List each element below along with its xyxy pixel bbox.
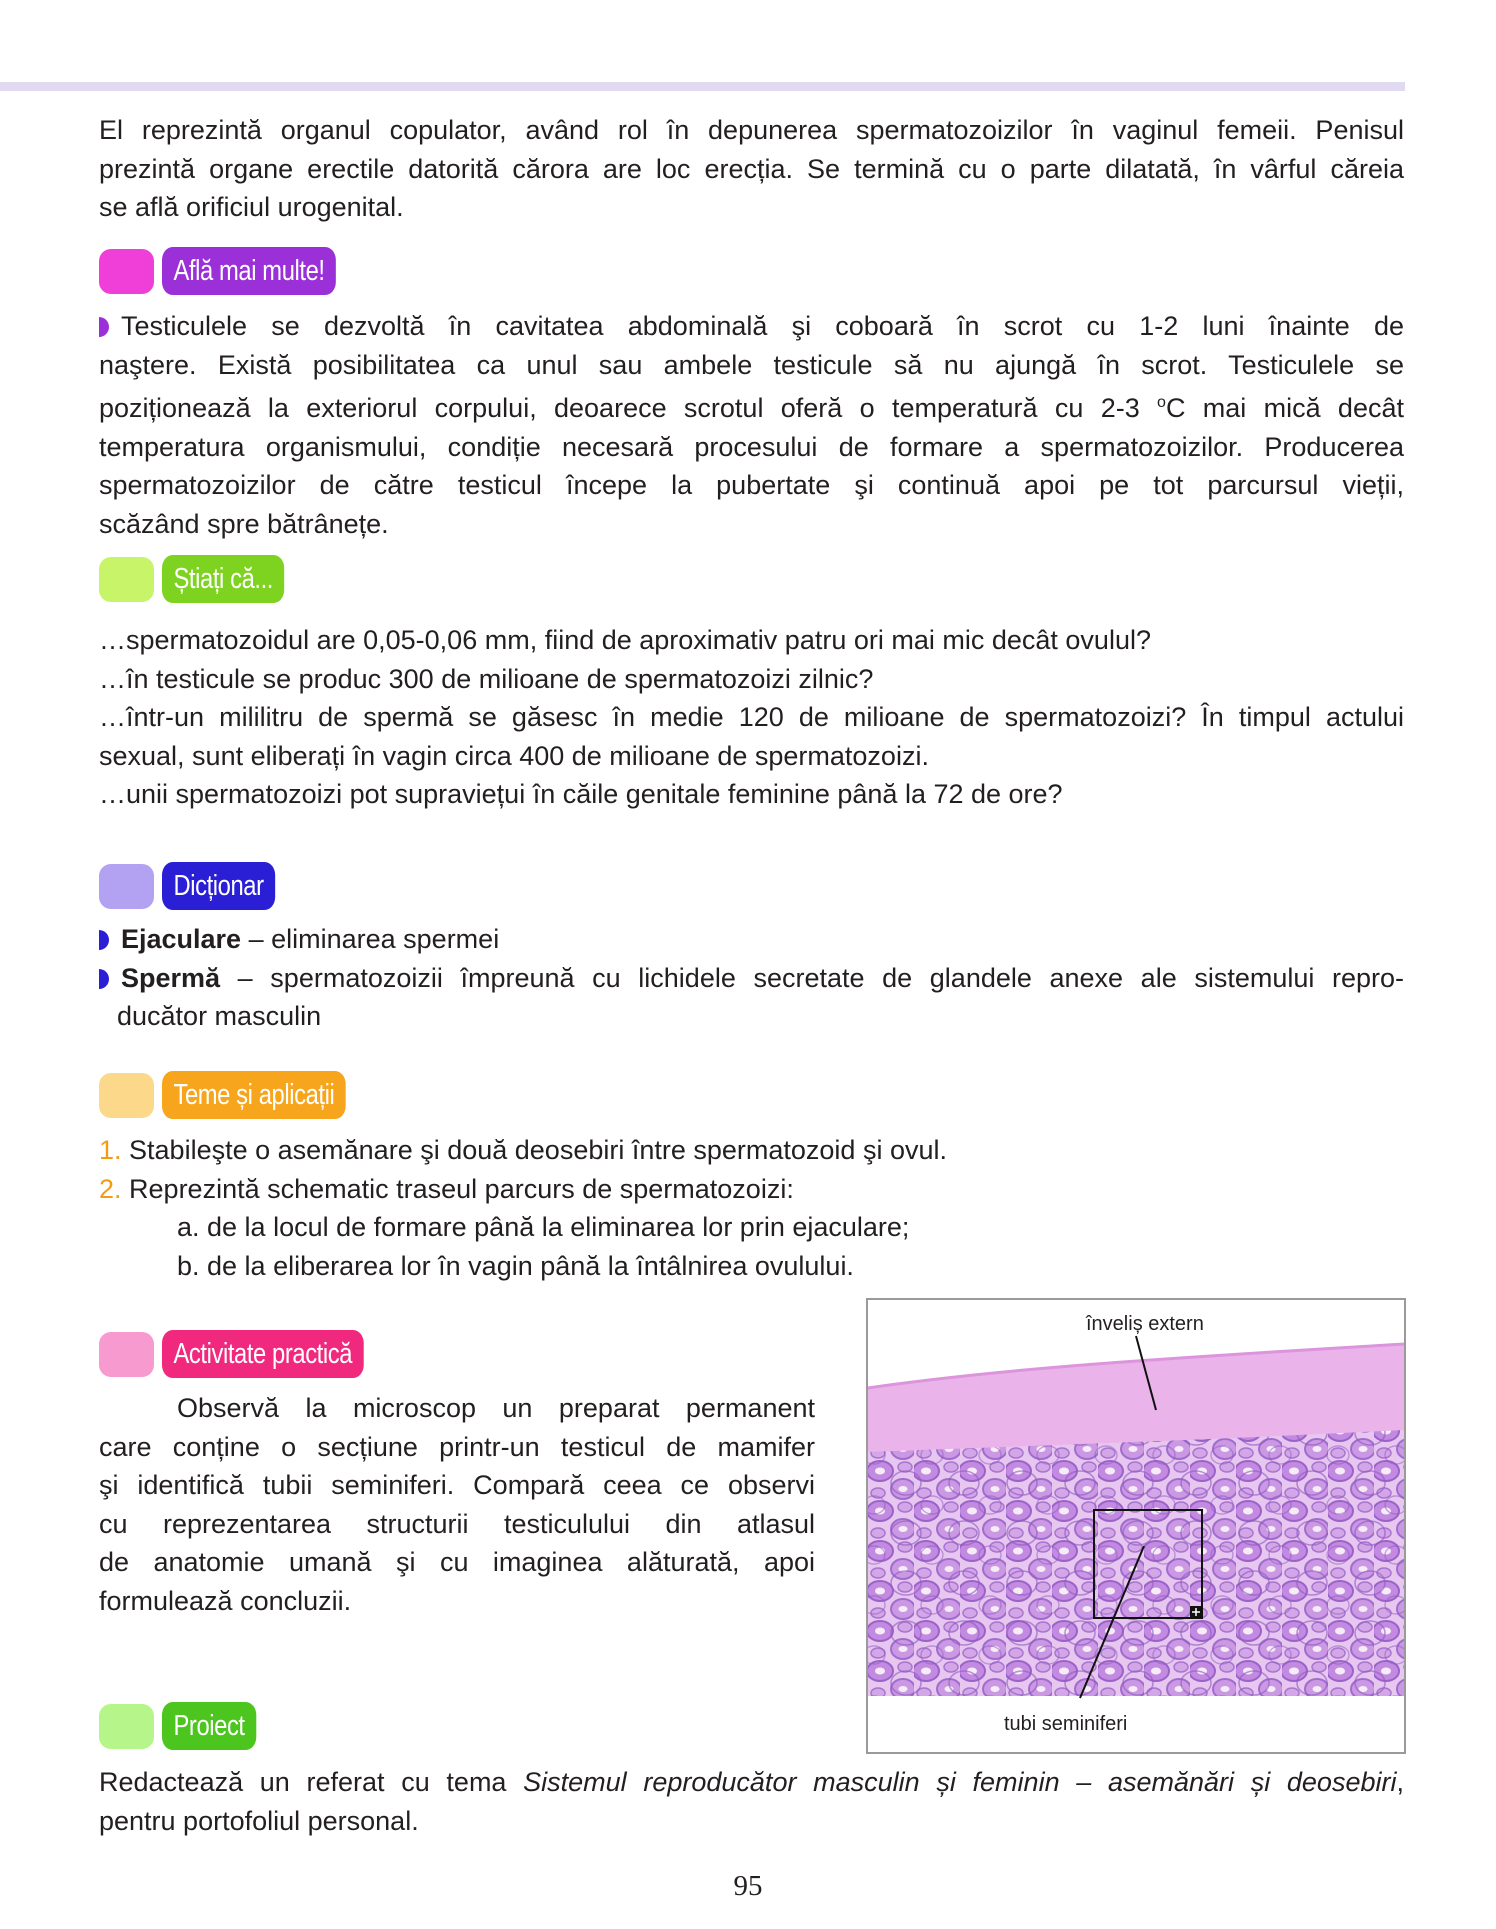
dictionar-title: Dicționar <box>162 862 275 910</box>
teme-item <box>99 1170 1404 1209</box>
dictionar-entry <box>99 959 1404 998</box>
stiati-line: …într-un mililitru de spermă se găsesc în medie 120 de milioane de spermatozoizi? În timpul actului <box>99 702 1404 732</box>
proiect-line: pentru portofoliul personal. <box>99 1805 419 1836</box>
dictionar-list <box>99 920 1404 1036</box>
proiect-text: Redactează un referat cu tema <box>99 1767 524 1797</box>
degree-symbol: o <box>1157 394 1166 411</box>
item-number: 1. <box>99 1135 122 1165</box>
activitate-paragraph <box>99 1389 815 1620</box>
teme-list <box>99 1131 1404 1285</box>
afla-line: scăzând spre bătrânețe. <box>99 508 389 539</box>
stiati-line: …în testicule se produc 300 de milioane de spermatozoizi zilnic? <box>99 663 874 694</box>
item-text: Stabileşte o asemănare şi două deosebiri între spermatozoid şi ovul. <box>121 1135 947 1165</box>
activitate-line: formulează concluzii. <box>99 1585 352 1616</box>
activitate-line: Observă la microscop un preparat permanent <box>177 1393 815 1423</box>
proiect-paragraph <box>99 1763 1404 1840</box>
activitate-line: care conține o secțiune printr-un testicul de mamifer <box>99 1431 815 1462</box>
dictionar-term: Ejaculare <box>121 924 242 954</box>
item-text: Reprezintă schematic traseul parcurs de spermatozoizi: <box>121 1173 794 1204</box>
dictionar-entry <box>99 920 1404 959</box>
item-number: 2. <box>99 1173 122 1204</box>
afla-paragraph <box>99 307 1404 543</box>
dictionar-continuation: ducător masculin <box>117 1001 322 1031</box>
proiect-topic: Sistemul reproducător masculin și feminin – asemănări și deosebiri <box>523 1767 1397 1797</box>
intro-line: El reprezintă organul copulator, având rol în depunerea spermatozoizilor în vaginul femeii. Penisul <box>99 115 1404 145</box>
dictionar-definition: – eliminarea spermei <box>241 924 500 954</box>
proiect-title: Proiect <box>162 1702 256 1750</box>
activitate-line: cu reprezentarea structurii testiculului din atlasul <box>99 1508 815 1539</box>
afla-line: naştere. Există posibilitatea ca unul sau ambele testicule să nu ajungă în scrot. Testiculele se <box>99 349 1404 380</box>
bullet-icon <box>99 969 109 989</box>
proiect-text: , <box>1396 1767 1404 1797</box>
stiati-line: …spermatozoidul are 0,05-0,06 mm, fiind de aproximativ patru ori mai mic decât ovulul? <box>99 625 1151 655</box>
intro-paragraph <box>99 111 1404 227</box>
teme-title: Teme și aplicații <box>162 1071 346 1119</box>
bullet-icon <box>99 930 109 950</box>
microscope-figure <box>866 1298 1406 1754</box>
stiati-line: …unii spermatozoizi pot supraviețui în căile genitale feminine până la 72 de ore? <box>99 779 1063 809</box>
stiati-title: Știați că... <box>162 555 284 603</box>
teme-square-icon <box>99 1073 154 1118</box>
afla-text: C mai mică decât <box>1165 393 1404 423</box>
dictionar-definition: – spermatozoizii împreună cu lichidele secretate de glandele anexe ale sistemului repro- <box>220 962 1404 993</box>
afla-text: poziționează la exteriorul corpului, deoarece scrotul oferă o temperatură cu 2-3 <box>99 393 1158 423</box>
label-tubi-seminiferi: tubi seminiferi <box>1004 1713 1128 1735</box>
proiect-square-icon <box>99 1704 154 1749</box>
testicle-section-image <box>868 1300 1404 1752</box>
activitate-line: de anatomie umană şi cu imaginea alăturată, apoi <box>99 1547 815 1577</box>
teme-item <box>99 1131 1404 1170</box>
label-inveli-extern: înveliș extern <box>1086 1313 1204 1335</box>
proiect-line <box>99 1763 1404 1802</box>
dictionar-square-icon <box>99 864 154 909</box>
activitate-title: Activitate practică <box>162 1330 364 1378</box>
teme-subitem: b. de la eliberarea lor în vagin până la întâlnirea ovulului. <box>177 1250 854 1281</box>
bullet-icon <box>99 317 109 337</box>
top-decorative-bar <box>0 82 1405 91</box>
afla-square-icon <box>99 249 154 294</box>
dictionar-term: Spermă <box>121 962 221 993</box>
activitate-square-icon <box>99 1332 154 1377</box>
afla-text: Testiculele se dezvoltă în cavitatea abdominală şi coboară în scrot cu 1-2 luni înainte de <box>121 311 1404 341</box>
afla-line <box>99 384 1404 428</box>
teme-subitem: a. de la locul de formare până la eliminarea lor prin ejaculare; <box>177 1212 910 1242</box>
stiati-paragraph <box>99 621 1404 814</box>
afla-line <box>99 307 1404 346</box>
intro-line: prezintă organe erectile datorită cărora are loc erecția. Se termină cu o parte dilatată, în vârful căreia <box>99 153 1404 184</box>
activitate-line: şi identifică tubii seminiferi. Compară ceea ce observi <box>99 1470 815 1500</box>
intro-line: se află orificiul urogenital. <box>99 192 404 222</box>
afla-line: temperatura organismului, condiție necesară procesului de formare a spermatozoizilor. Producerea <box>99 431 1404 462</box>
stiati-line: sexual, sunt eliberați în vagin circa 400 de milioane de spermatozoizi. <box>99 740 929 771</box>
afla-line: spermatozoizilor de către testicul începe la pubertate şi continuă apoi pe tot parcursul vieții, <box>99 470 1404 500</box>
page-number: 95 <box>733 1870 763 1902</box>
stiati-square-icon <box>99 557 154 602</box>
afla-title: Află mai multe! <box>162 247 336 295</box>
